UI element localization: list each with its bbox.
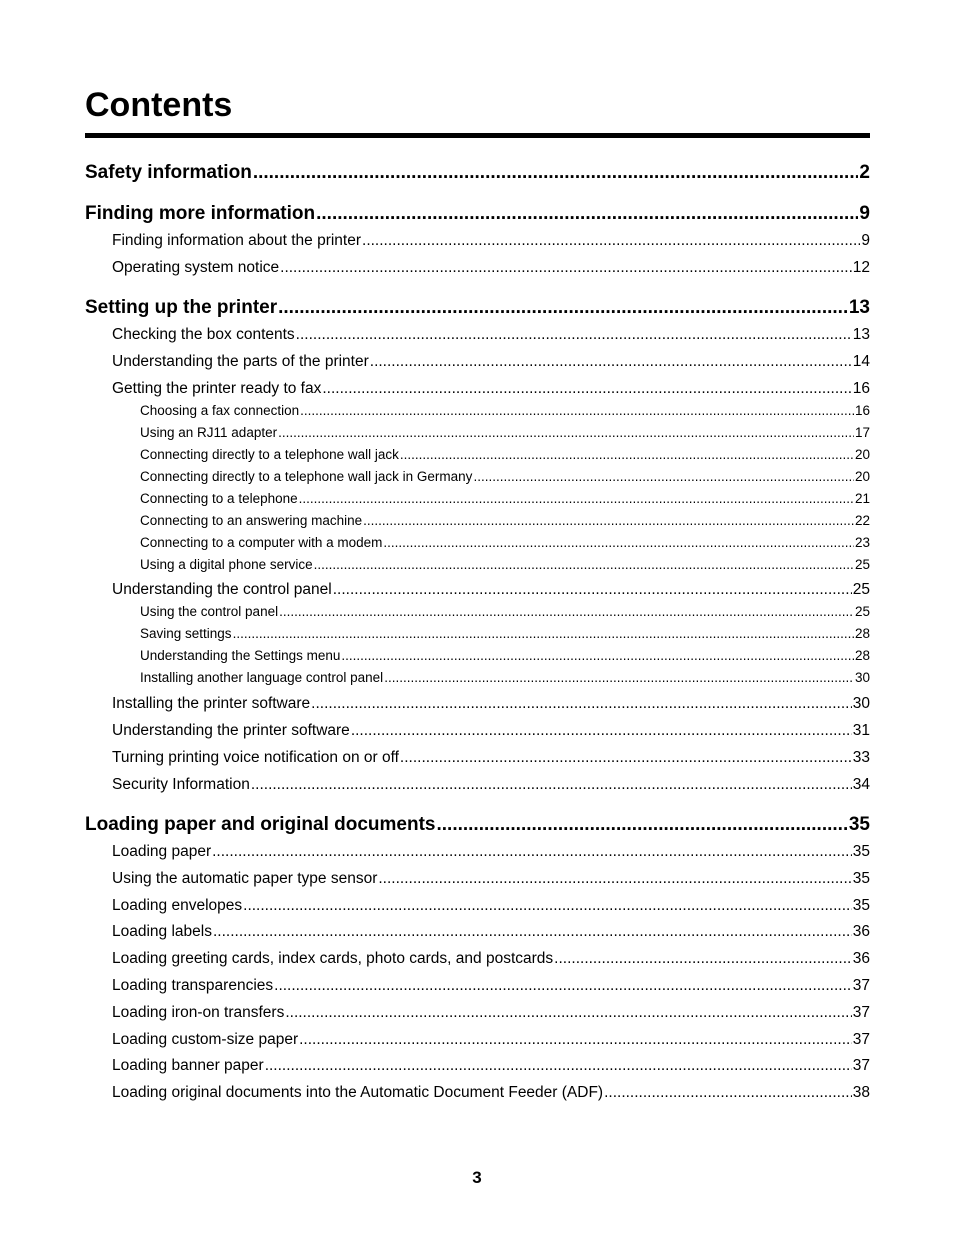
toc-entry-page: 35 xyxy=(852,897,870,914)
toc-entry-title: Connecting directly to a telephone wall jack in Germany xyxy=(140,469,473,484)
toc-entry xyxy=(112,748,870,768)
toc-entry-title: Loading labels xyxy=(112,923,212,940)
toc-entry xyxy=(112,949,870,969)
dot-leader xyxy=(384,669,854,687)
toc-entry-title: Connecting to a telephone xyxy=(140,491,298,506)
toc-entry-title: Saving settings xyxy=(140,626,232,641)
toc-entry-page: 37 xyxy=(852,1057,870,1074)
toc-entry-title: Safety information xyxy=(85,162,252,183)
toc-entry-page: 35 xyxy=(852,870,870,887)
toc-entry-title: Connecting to a computer with a modem xyxy=(140,535,383,550)
dot-leader xyxy=(253,161,859,185)
toc-entry xyxy=(112,325,870,345)
dot-leader xyxy=(274,976,852,996)
toc-entry-page: 22 xyxy=(854,513,870,528)
toc-entry-page: 25 xyxy=(852,581,870,598)
toc-entry-page: 35 xyxy=(852,843,870,860)
toc-heading-entry xyxy=(85,202,870,226)
toc-entry-page: 38 xyxy=(852,1084,870,1101)
toc-entry-page: 33 xyxy=(852,749,870,766)
toc-entry-title: Choosing a fax connection xyxy=(140,403,300,418)
toc-entry-title: Loading paper xyxy=(112,843,212,860)
toc-subentry xyxy=(140,625,870,643)
toc-entry xyxy=(112,379,870,399)
toc-entry-title: Understanding the parts of the printer xyxy=(112,353,369,370)
dot-leader xyxy=(243,896,852,916)
toc-entry xyxy=(112,922,870,942)
toc-entry xyxy=(112,580,870,600)
page-title: Contents xyxy=(85,86,233,124)
toc-entry xyxy=(112,1056,870,1076)
toc-subentry xyxy=(140,556,870,574)
dot-leader xyxy=(285,1003,851,1023)
toc-entry-page: 37 xyxy=(852,1031,870,1048)
toc-entry-title: Turning printing voice notification on or off xyxy=(112,749,399,766)
dot-leader xyxy=(378,869,851,889)
dot-leader xyxy=(278,424,854,442)
dot-leader xyxy=(554,949,852,969)
toc-entry-page: 23 xyxy=(854,535,870,550)
toc-entry xyxy=(112,1083,870,1103)
toc-entry-page: 13 xyxy=(852,326,870,343)
dot-leader xyxy=(341,647,854,665)
dot-leader xyxy=(251,775,852,795)
toc-entry-page: 14 xyxy=(852,353,870,370)
dot-leader xyxy=(333,580,852,600)
dot-leader xyxy=(362,231,860,251)
toc-entry-title: Security Information xyxy=(112,776,250,793)
toc-entry-page: 30 xyxy=(852,695,870,712)
dot-leader xyxy=(265,1056,852,1076)
toc-entry-title: Loading iron-on transfers xyxy=(112,1004,285,1021)
toc-subentry xyxy=(140,424,870,442)
toc-subentry xyxy=(140,512,870,530)
dot-leader xyxy=(311,694,852,714)
toc-entry-page: 12 xyxy=(852,259,870,276)
dot-leader xyxy=(280,258,852,278)
toc-entry-page: 17 xyxy=(854,425,870,440)
toc-heading-entry xyxy=(85,813,870,837)
toc-entry-page: 37 xyxy=(852,1004,870,1021)
toc-entry-title: Installing the printer software xyxy=(112,695,311,712)
toc-entry-title: Loading paper and original documents xyxy=(85,814,436,835)
toc-entry-page: 20 xyxy=(854,469,870,484)
toc-entry-title: Checking the box contents xyxy=(112,326,295,343)
toc-subentry xyxy=(140,402,870,420)
toc-entry-page: 36 xyxy=(852,923,870,940)
toc-entry-page: 16 xyxy=(854,403,870,418)
toc-subentry xyxy=(140,446,870,464)
toc-entry-title: Getting the printer ready to fax xyxy=(112,380,322,397)
toc-entry-title: Loading transparencies xyxy=(112,977,274,994)
toc-entry xyxy=(112,896,870,916)
toc-entry-page: 34 xyxy=(852,776,870,793)
toc-entry xyxy=(112,775,870,795)
toc-entry-title: Understanding the control panel xyxy=(112,581,332,598)
toc-entry-page: 2 xyxy=(859,162,870,183)
dot-leader xyxy=(316,202,858,226)
toc-entry-title: Using the automatic paper type sensor xyxy=(112,870,378,887)
dot-leader xyxy=(322,379,851,399)
toc-entry xyxy=(112,976,870,996)
page-number: 3 xyxy=(472,1168,482,1187)
toc-entry-page: 25 xyxy=(854,557,870,572)
toc-entry-title: Loading envelopes xyxy=(112,897,243,914)
toc-entry-title: Operating system notice xyxy=(112,259,280,276)
toc-entry-title: Setting up the printer xyxy=(85,297,278,318)
toc-entry xyxy=(112,1003,870,1023)
toc-entry-title: Loading original documents into the Automatic Document Feeder (ADF) xyxy=(112,1084,604,1101)
toc-entry-title: Using an RJ11 adapter xyxy=(140,425,278,440)
toc-heading-entry xyxy=(85,161,870,185)
toc-entry-page: 35 xyxy=(848,814,870,835)
dot-leader xyxy=(400,446,854,464)
dot-leader xyxy=(279,603,854,621)
toc-entry xyxy=(112,1030,870,1050)
toc-entry xyxy=(112,721,870,741)
dot-leader xyxy=(370,352,852,372)
toc-entry-title: Installing another language control panel xyxy=(140,670,384,685)
toc-entry-title: Finding information about the printer xyxy=(112,232,362,249)
toc-subentry xyxy=(140,490,870,508)
dot-leader xyxy=(233,625,854,643)
toc-entry-title: Loading custom-size paper xyxy=(112,1031,299,1048)
toc-entry-page: 37 xyxy=(852,977,870,994)
dot-leader xyxy=(212,842,852,862)
dot-leader xyxy=(436,813,847,837)
dot-leader xyxy=(278,296,848,320)
toc-entry xyxy=(112,869,870,889)
toc-entry xyxy=(112,258,870,278)
toc-entry-page: 25 xyxy=(854,604,870,619)
toc-entry-page: 36 xyxy=(852,950,870,967)
toc-subentry xyxy=(140,603,870,621)
toc-entry-title: Loading banner paper xyxy=(112,1057,264,1074)
toc-entry-title: Using a digital phone service xyxy=(140,557,313,572)
dot-leader xyxy=(363,512,854,530)
dot-leader xyxy=(314,556,854,574)
toc-entry xyxy=(112,231,870,251)
toc-entry-page: 28 xyxy=(854,648,870,663)
toc-entry-title: Finding more information xyxy=(85,203,316,224)
toc-entry-title: Connecting directly to a telephone wall jack xyxy=(140,447,399,462)
toc-entry-page: 13 xyxy=(848,297,870,318)
toc-entry-title: Understanding the Settings menu xyxy=(140,648,341,663)
toc-entry-page: 20 xyxy=(854,447,870,462)
dot-leader xyxy=(400,748,852,768)
toc-subentry xyxy=(140,647,870,665)
toc-entry xyxy=(112,352,870,372)
toc-entry-page: 31 xyxy=(852,722,870,739)
toc-entry-page: 30 xyxy=(854,670,870,685)
toc-entry xyxy=(112,694,870,714)
toc-subentry xyxy=(140,468,870,486)
toc-entry-title: Using the control panel xyxy=(140,604,279,619)
dot-leader xyxy=(296,325,852,345)
toc-entry-title: Understanding the printer software xyxy=(112,722,350,739)
toc-subentry xyxy=(140,534,870,552)
dot-leader xyxy=(383,534,854,552)
dot-leader xyxy=(351,721,852,741)
toc-entry-page: 9 xyxy=(859,203,870,224)
dot-leader xyxy=(299,490,854,508)
toc-entry-title: Connecting to an answering machine xyxy=(140,513,363,528)
dot-leader xyxy=(473,468,854,486)
toc-entry-page: 9 xyxy=(861,232,870,249)
toc-subentry xyxy=(140,669,870,687)
dot-leader xyxy=(213,922,852,942)
toc-entry-title: Loading greeting cards, index cards, photo cards, and postcards xyxy=(112,950,554,967)
toc-entry-page: 16 xyxy=(852,380,870,397)
toc-heading-entry xyxy=(85,296,870,320)
dot-leader xyxy=(604,1083,852,1103)
dot-leader xyxy=(300,402,854,420)
toc-entry-page: 21 xyxy=(854,491,870,506)
dot-leader xyxy=(299,1030,852,1050)
toc-entry xyxy=(112,842,870,862)
toc-entry-page: 28 xyxy=(854,626,870,641)
